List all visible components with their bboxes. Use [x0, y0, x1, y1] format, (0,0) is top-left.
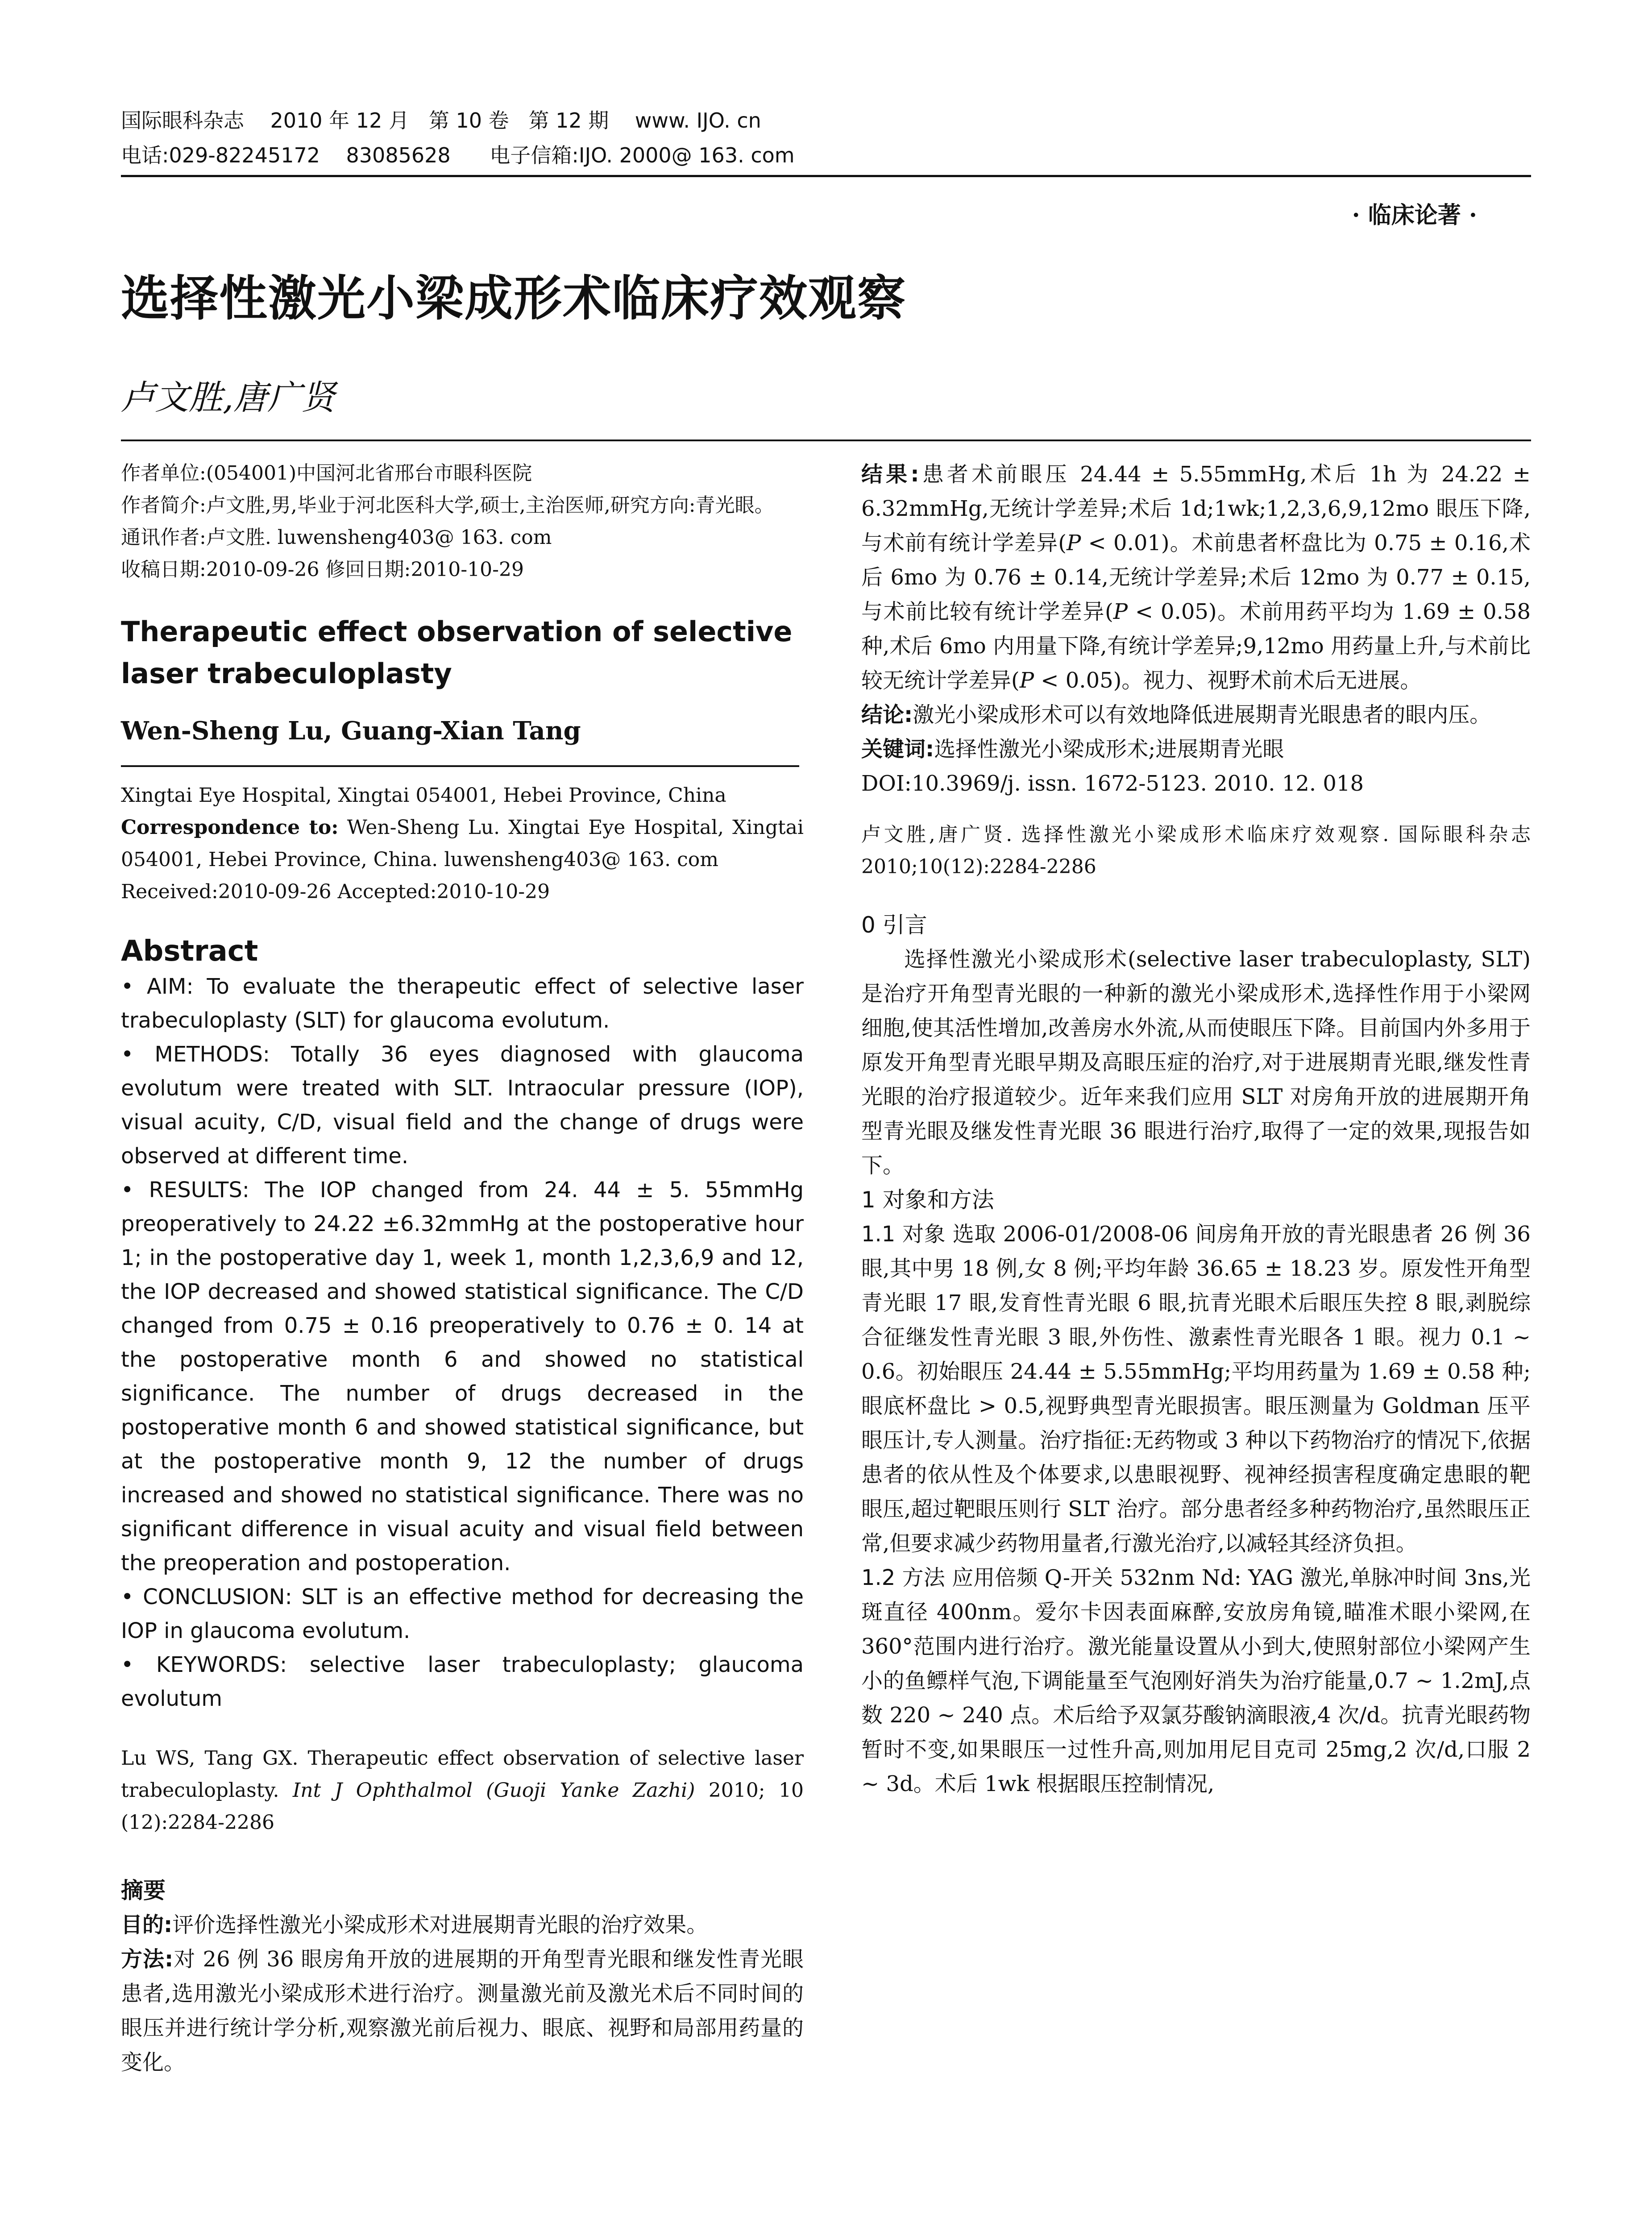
- english-dates: Received:2010-09-26 Accepted:2010-10-29: [121, 880, 550, 903]
- abstract-conclusion: • CONCLUSION: SLT is an effective method for decreasing the IOP in glaucoma evolutum.: [121, 1584, 804, 1643]
- article-authors: 卢文胜,唐广贤: [121, 377, 336, 417]
- chinese-abstract-heading: 摘要: [121, 1878, 166, 1903]
- abstract-methods: • METHODS: Totally 36 eyes diagnosed with glaucoma evolutum were treated with SLT. Intraocular pressure (IOP), visual acuity, C/D, visual field and the change of drugs were observed at different time.: [121, 1042, 804, 1169]
- abstract-results: • RESULTS: The IOP changed from 24. 44 ± 5. 55mmHg preoperatively to 24.22 ±6.32mmHg at the postoperative hour 1; in the postoperative day 1, week 1, month 1,2,3,6,9 and 12, the IOP decreased and showed statistical significance. The C/D changed from 0.75 ± 0.16 preoperatively to 0.76 ± 0. 14 at the postoperative month 6 and showed no statistical significance. The number of drugs decreased in the postoperative month 6 and showed statistical significance, but at the postoperative month 9, 12 the number of drugs increased and showed no statistical significance. There was no significant difference in visual acuity and visual field between the preoperation and postoperation.: [121, 1178, 804, 1576]
- section-1-2-text: 应用倍频 Q-开关 532nm Nd: YAG 激光,单脉冲时间 3ns,光斑直径 400nm。爱尔卡因表面麻醉,安放房角镜,瞄准术眼小梁网,在 360°范围内进行治疗。激光能量设置从小到大,使照射部位小梁网产生小的鱼鳔样气泡,下调能量至气泡刚好消失为治疗能量,0.7 ~ 1.2mJ,点数 220 ~ 240 点。术后给予双氯芬酸钠滴眼液,4 次/d。抗青光眼药物暂时不变,如果眼压一过性升高,则加用尼目克司 25mg,2 次/d,口服 2 ~ 3d。术后 1wk 根据眼压控制情况,: [861, 1565, 1531, 1796]
- section-1-2: [861, 1561, 1531, 1801]
- section-tag: · 临床论著 ·: [1352, 202, 1477, 229]
- abstract-body: [121, 970, 804, 1716]
- left-column: [121, 457, 804, 2080]
- zh-results: [861, 457, 1531, 698]
- affiliation: 作者单位:(054001)中国河北省邢台市眼科医院: [121, 462, 532, 485]
- zh-results-label: 结果:: [861, 462, 919, 487]
- section-1-1: [861, 1217, 1531, 1561]
- citation-pre: Lu WS, Tang GX. Therapeutic effect observation of selective laser trabeculoplasty.: [121, 1747, 804, 1802]
- zh-results-text-3: < 0.05)。术前用药平均为 1.69 ± 0.58 种,术后 6mo 内用量下降,有统计学差异;9,12mo 用药量上升,与术前比较无统计学差异(: [861, 599, 1531, 693]
- zh-aim-text: 评价选择性激光小梁成形术对进展期青光眼的治疗效果。: [172, 1912, 708, 1937]
- zh-results-text-4: < 0.05)。视力、视野术前术后无进展。: [1034, 668, 1422, 693]
- english-citation: [121, 1742, 804, 1839]
- chinese-abstract-part1: [121, 1908, 804, 2080]
- zh-keywords: [861, 732, 1531, 767]
- journal-header-line1: 国际眼科杂志 2010 年 12 月 第 10 卷 第 12 期 www. IJO. cn: [121, 108, 761, 133]
- zh-keywords-label: 关键词:: [861, 737, 934, 762]
- abstract-keywords: • KEYWORDS: selective laser trabeculoplasty; glaucoma evolutum: [121, 1652, 804, 1711]
- zh-methods: [121, 1942, 804, 2080]
- section-1-1-text: 选取 2006-01/2008-06 间房角开放的青光眼患者 26 例 36 眼,其中男 18 例,女 8 例;平均年龄 36.65 ± 18.23 岁。原发性开角型青光眼 17 眼,发育性青光眼 6 眼,抗青光眼术后眼压失控 8 眼,剥脱综合征继发性青光眼 3 眼,外伤性、激素性青光眼各 1 眼。视力 0.1 ~ 0.6。初始眼压 24.44 ± 5.55mmHg;平均用药量为 1.69 ± 0.58 种;眼底杯盘比 > 0.5,视野典型青光眼损害。眼压测量为 Goldman 压平眼压计,专人测量。治疗指征:无药物或 3 种以下药物治疗的情况下,依据患者的依从性及个体要求,以患眼视野、视神经损害程度确定患眼的靶眼压,超过靶眼压则行 SLT 治疗。部分患者经多种药物治疗,虽然眼压正常,但要求减少药物用量者,行激光治疗,以减轻其经济负担。: [861, 1222, 1531, 1556]
- authors-rule: [121, 765, 799, 767]
- header-rule: [121, 175, 1531, 177]
- zh-results-text-1: 患者术前眼压 24.44 ± 5.55mmHg,术后 1h 为 24.22 ± 6.32mmHg,无统计学差异;术后 1d;1wk;1,2,3,6,9,12mo 眼压下降,与术前有统计学差异(: [861, 462, 1531, 556]
- zh-p-value-2: P: [1113, 599, 1128, 624]
- zh-conclusion-text: 激光小梁成形术可以有效地降低进展期青光眼患者的眼内压。: [913, 702, 1491, 727]
- author-info: [121, 457, 804, 586]
- chinese-abstract-part2: [861, 457, 1531, 801]
- english-hospital: Xingtai Eye Hospital, Xingtai 054001, Hebei Province, China: [121, 784, 726, 807]
- citation-journal: Int J Ophthalmol (Guoji Yanke Zazhi): [292, 1779, 695, 1802]
- journal-header-line2: 电话:029-82245172 83085628 电子信箱:IJO. 2000@ 163. com: [121, 143, 795, 167]
- chinese-citation: 卢文胜,唐广贤. 选择性激光小梁成形术临床疗效观察. 国际眼科杂志 2010;10(12):2284-2286: [861, 823, 1531, 878]
- intro-text: 选择性激光小梁成形术(selective laser trabeculoplasty, SLT)是治疗开角型青光眼的一种新的激光小梁成形术,选择性作用于小梁网细胞,使其活性增加,改善房水外流,从而使眼压下降。目前国内外多用于原发开角型青光眼早期及高眼压症的治疗,对于进展期青光眼,继发性青光眼的治疗报道较少。近年来我们应用 SLT 对房角开放的进展期开角型青光眼及继发性青光眼 36 眼进行治疗,取得了一定的效果,现报告如下。: [861, 947, 1531, 1178]
- english-authors: Wen-Sheng Lu, Guang-Xian Tang: [121, 716, 581, 746]
- english-correspondence: [121, 812, 804, 876]
- correspondence-text: Wen-Sheng Lu. Xingtai Eye Hospital, Xingtai 054001, Hebei Province, China. luwensheng403@ 163. com: [121, 816, 804, 871]
- corresponding-author: 通讯作者:卢文胜. luwensheng403@ 163. com: [121, 526, 552, 549]
- doi: DOI:10.3969/j. issn. 1672-5123. 2010. 12. 018: [861, 771, 1364, 796]
- zh-p-value-1: P: [1066, 531, 1081, 556]
- zh-results-text-2: < 0.01)。术前患者杯盘比为 0.75 ± 0.16,术后 6mo 为 0.76 ± 0.14,无统计学差异;术后 12mo 为 0.77 ± 0.15,与术前比较有统计学差异(: [861, 531, 1531, 624]
- right-column: [861, 457, 1531, 1801]
- citation-post: 2010; 10 (12):2284-2286: [121, 1779, 804, 1834]
- article-title: 选择性激光小梁成形术临床疗效观察: [121, 271, 907, 327]
- abstract-heading: Abstract: [121, 935, 258, 968]
- correspondence-label: Correspondence to:: [121, 816, 339, 839]
- zh-conclusion: [861, 698, 1531, 732]
- zh-methods-label: 方法:: [121, 1947, 174, 1972]
- zh-p-value-3: P: [1019, 668, 1034, 693]
- abstract-aim: • AIM: To evaluate the therapeutic effect of selective laser trabeculoplasty (SLT) for glaucoma evolutum.: [121, 974, 804, 1033]
- english-title: Therapeutic effect observation of selective laser trabeculoplasty: [121, 615, 793, 690]
- received-dates: 收稿日期:2010-09-26 修回日期:2010-10-29: [121, 558, 524, 581]
- section-1-1-label: 1.1 对象: [861, 1222, 946, 1247]
- zh-aim: [121, 1908, 804, 1942]
- author-bio: 作者简介:卢文胜,男,毕业于河北医科大学,硕士,主治医师,研究方向:青光眼。: [121, 494, 774, 517]
- english-author-info: [121, 780, 804, 908]
- zh-conclusion-label: 结论:: [861, 702, 913, 727]
- intro-heading: 0 引言: [861, 912, 927, 938]
- zh-methods-text: 对 26 例 36 眼房角开放的进展期的开角型青光眼和继发性青光眼患者,选用激光小梁成形术进行治疗。测量激光前及激光术后不同时间的眼压并进行统计学分析,观察激光前后视力、眼底、视野和局部用药量的变化。: [121, 1947, 804, 2075]
- title-rule: [121, 440, 1531, 441]
- section-1-2-label: 1.2 方法: [861, 1565, 945, 1590]
- methods-heading: 1 对象和方法: [861, 1187, 994, 1213]
- zh-keywords-text: 选择性激光小梁成形术;进展期青光眼: [934, 737, 1284, 762]
- zh-aim-label: 目的:: [121, 1912, 173, 1937]
